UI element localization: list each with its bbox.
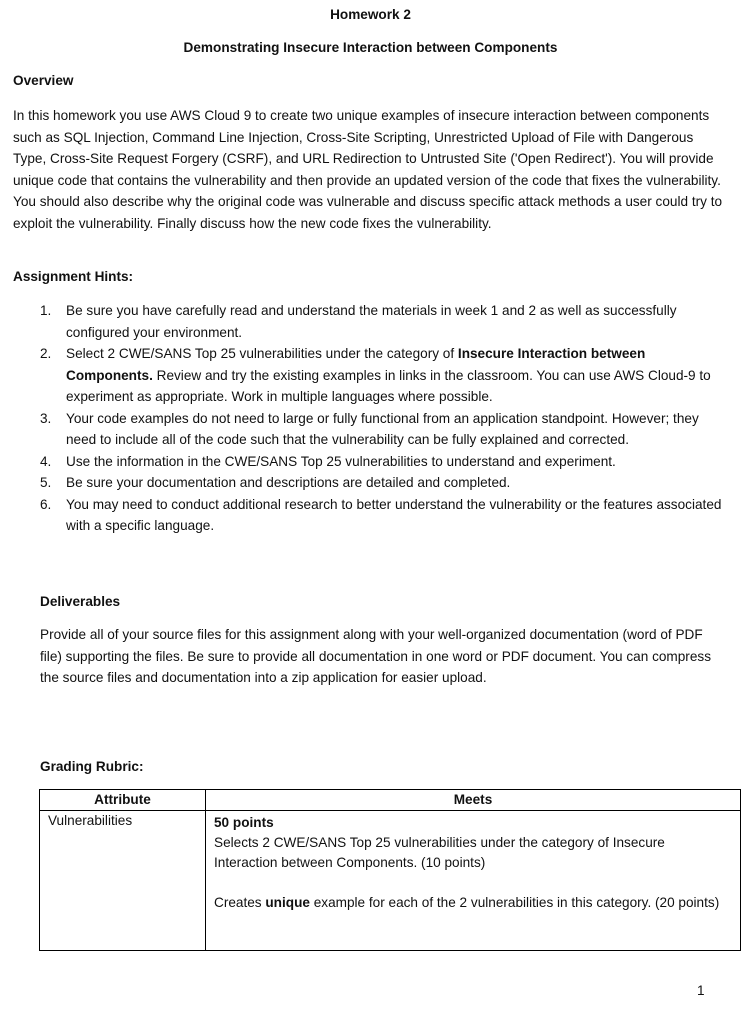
list-item bbox=[13, 451, 729, 473]
table-header-row bbox=[40, 790, 741, 811]
page-number: 1 bbox=[697, 983, 705, 998]
column-header-attribute: Attribute bbox=[40, 790, 206, 811]
table-row bbox=[40, 811, 741, 951]
document-subtitle: Demonstrating Insecure Interaction between Components bbox=[183, 40, 558, 55]
list-item-text: Select 2 CWE/SANS Top 25 vulnerabilities under the category of bbox=[66, 346, 458, 361]
list-number: 6. bbox=[40, 496, 52, 512]
rubric-heading: Grading Rubric: bbox=[40, 759, 144, 774]
list-item bbox=[13, 343, 729, 408]
list-item-text: You may need to conduct additional research to better understand the vulnerability or the features associated with a specific language. bbox=[66, 496, 722, 533]
list-item bbox=[13, 494, 729, 537]
meets-cell bbox=[206, 811, 741, 951]
criteria-text: example for each of the 2 vulnerabilities in this category. (20 points) bbox=[309, 895, 720, 910]
list-item-text: Your code examples do not need to large or fully functional from an application standpoint. However; they need to include all of the code such that the vulnerability can be fully explained and corrected. bbox=[66, 410, 699, 447]
attribute-cell: Vulnerabilities bbox=[40, 811, 206, 951]
list-number: 4. bbox=[40, 453, 52, 469]
hints-heading: Assignment Hints: bbox=[13, 269, 134, 284]
list-item bbox=[13, 472, 729, 494]
points-label: 50 points bbox=[214, 815, 274, 830]
hints-list bbox=[13, 300, 729, 537]
document-title: Homework 2 bbox=[330, 7, 411, 22]
overview-paragraph: In this homework you use AWS Cloud 9 to create two unique examples of insecure interaction between components such as SQL Injection, Command Line Injection, Cross-Site Scripting, Unrestricted Upload of File with Dangerous Type, Cross-Site Request Forgery (CSRF), and URL Redirection to Untrusted Site ('Open Redirect'). You will provide unique code that contains the vulnerability and then provide an updated version of the code that fixes the vulnerability. You should also describe why the original code was vulnerable and discuss specific attack methods a user could try to exploit the vulnerability. Finally discuss how the new code fixes the vulnerability. bbox=[13, 108, 723, 231]
list-item-text: Use the information in the CWE/SANS Top 25 vulnerabilities to understand and experiment. bbox=[66, 453, 616, 469]
list-item-text: Review and try the existing examples in links in the classroom. You can use AWS Cloud-9 to experiment as appropriate. Work in multiple languages where possible. bbox=[66, 367, 711, 404]
column-header-meets: Meets bbox=[206, 790, 741, 811]
list-item-text: Be sure your documentation and descriptions are detailed and completed. bbox=[66, 475, 511, 490]
list-item-bold-text: Insecure Interaction between Components. bbox=[66, 346, 646, 383]
deliverables-heading: Deliverables bbox=[40, 594, 121, 609]
list-number: 1. bbox=[40, 303, 52, 318]
grading-rubric-table bbox=[39, 789, 741, 951]
criteria-line-1: Selects 2 CWE/SANS Top 25 vulnerabilities under the category of Insecure Interaction between Components. (10 points) bbox=[214, 835, 665, 870]
list-number: 2. bbox=[40, 346, 52, 361]
deliverables-paragraph: Provide all of your source files for this assignment along with your well-organized documentation (word of PDF file) supporting the files. Be sure to provide all documentation in one word or PDF document. You can compress the source files and documentation into a zip application for easier upload. bbox=[40, 627, 711, 685]
criteria-bold-text: unique bbox=[265, 895, 310, 910]
list-number: 5. bbox=[40, 475, 52, 490]
criteria-line-2 bbox=[214, 893, 732, 913]
list-item bbox=[13, 300, 729, 343]
list-number: 3. bbox=[40, 410, 52, 426]
criteria-text: Creates bbox=[214, 895, 266, 910]
list-item bbox=[13, 408, 729, 451]
overview-heading: Overview bbox=[13, 73, 74, 88]
list-item-text: Be sure you have carefully read and understand the materials in week 1 and 2 as well as successfully configured your environment. bbox=[66, 303, 677, 340]
